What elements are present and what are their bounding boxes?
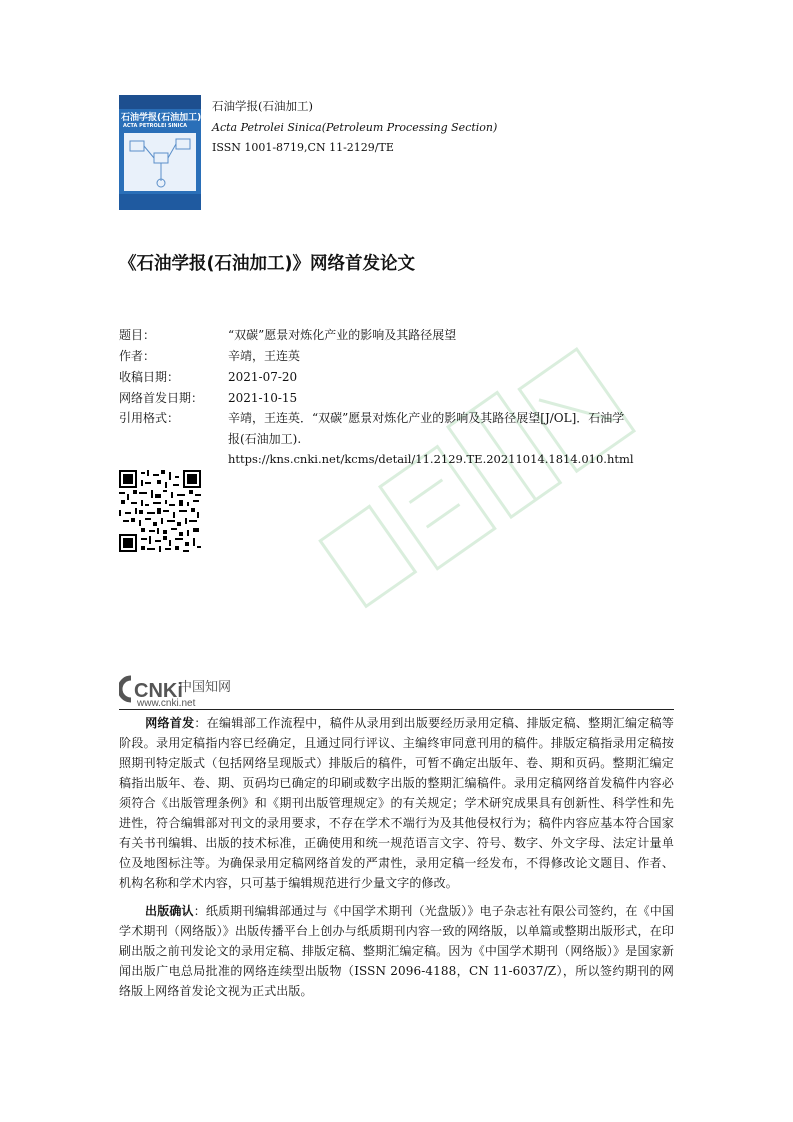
cnki-watermark bbox=[300, 320, 660, 660]
online-date-value: 2021-10-15 bbox=[228, 391, 298, 405]
page-title: 《石油学报(石油加工)》网络首发论文 bbox=[119, 254, 415, 274]
citation-url[interactable]: https://kns.cnki.net/kcms/detail/11.2129.TE.20211014.1814.010.html bbox=[228, 452, 634, 466]
cnki-logo-text: CNKi bbox=[134, 680, 183, 702]
notice-publication-label: 出版确认 bbox=[145, 904, 194, 918]
divider bbox=[119, 709, 674, 710]
journal-issn: ISSN 1001-8719,CN 11-2129/TE bbox=[212, 141, 394, 154]
cnki-logo-url: www.cnki.net bbox=[137, 698, 196, 708]
journal-cover-thumbnail bbox=[119, 95, 201, 210]
notice-online-first bbox=[119, 713, 674, 893]
cover-title: 石油学报(石油加工) bbox=[121, 113, 201, 123]
qr-code-icon[interactable] bbox=[119, 470, 201, 552]
online-date-label: 网络首发日期： bbox=[119, 391, 204, 405]
author-label: 作者： bbox=[119, 349, 156, 363]
notice-publication-text: ：纸质期刊编辑部通过与《中国学术期刊（光盘版）》电子杂志社有限公司签约，在《中国学术期刊（网络版）》出版传播平台上创办与纸质期刊内容一致的网络版，以单篇或整期出版形式，在印刷出版之前刊发论文的录用定稿、排版定稿、整期汇编定稿。因为《中国学术期刊（网络版）》是国家新闻出版广电总局批准的网络连续型出版物（ISSN 2096-4188，CN 11-6037/Z），所以签约期刊的网络版上网络首发论文视为正式出版。 bbox=[119, 904, 674, 998]
cnki-logo bbox=[119, 672, 239, 708]
journal-name-en: Acta Petrolei Sinica(Petroleum Processing Section) bbox=[212, 121, 498, 134]
notice-online-first-text: ：在编辑部工作流程中，稿件从录用到出版要经历录用定稿、排版定稿、整期汇编定稿等阶段。录用定稿指内容已经确定，且通过同行评议、主编终审同意刊用的稿件。排版定稿指录用定稿按照期刊特定版式（包括网络呈现版式）排版后的稿件，可暂不确定出版年、卷、期和页码。整期汇编定稿指出版年、卷、期、页码均已确定的印刷或数字出版的整期汇编稿件。录用定稿网络首发稿件内容必须符合《出版管理条例》和《期刊出版管理规定》的有关规定；学术研究成果具有创新性、科学性和先进性，符合编辑部对刊文的录用要求，不存在学术不端行为及其他侵权行为；稿件内容应基本符合国家有关书刊编辑、出版的技术标准，正确使用和统一规范语言文字、符号、数字、外文字母、法定计量单位及地图标注等。为确保录用定稿网络首发的严肃性，录用定稿一经发布，不得修改论文题目、作者、机构名称和学术内容，只可基于编辑规范进行少量文字的修改。 bbox=[119, 716, 675, 890]
journal-name-cn: 石油学报(石油加工) bbox=[212, 99, 313, 113]
title-value: “双碳”愿景对炼化产业的影响及其路径展望 bbox=[228, 328, 457, 342]
notice-publication-confirmation bbox=[119, 901, 674, 1001]
notice-online-first-label: 网络首发 bbox=[145, 716, 195, 730]
cover-diagram bbox=[124, 133, 196, 191]
citation-label: 引用格式： bbox=[119, 411, 180, 425]
cnki-logo-cn: 中国知网 bbox=[179, 680, 232, 695]
received-date-label: 收稿日期： bbox=[119, 370, 180, 384]
cover-subtitle: ACTA PETROLEI SINICA bbox=[123, 123, 188, 129]
cover-bottom-band bbox=[119, 194, 201, 210]
received-date-value: 2021-07-20 bbox=[228, 370, 298, 384]
citation-line-2: 报(石油加工). bbox=[228, 432, 302, 446]
title-label: 题目： bbox=[119, 328, 156, 342]
citation-line-1: 辛靖，王连英．“双碳”愿景对炼化产业的影响及其路径展望[J/OL]．石油学 bbox=[228, 411, 625, 425]
author-value: 辛靖，王连英 bbox=[228, 349, 301, 363]
cover-top-band bbox=[119, 95, 201, 109]
